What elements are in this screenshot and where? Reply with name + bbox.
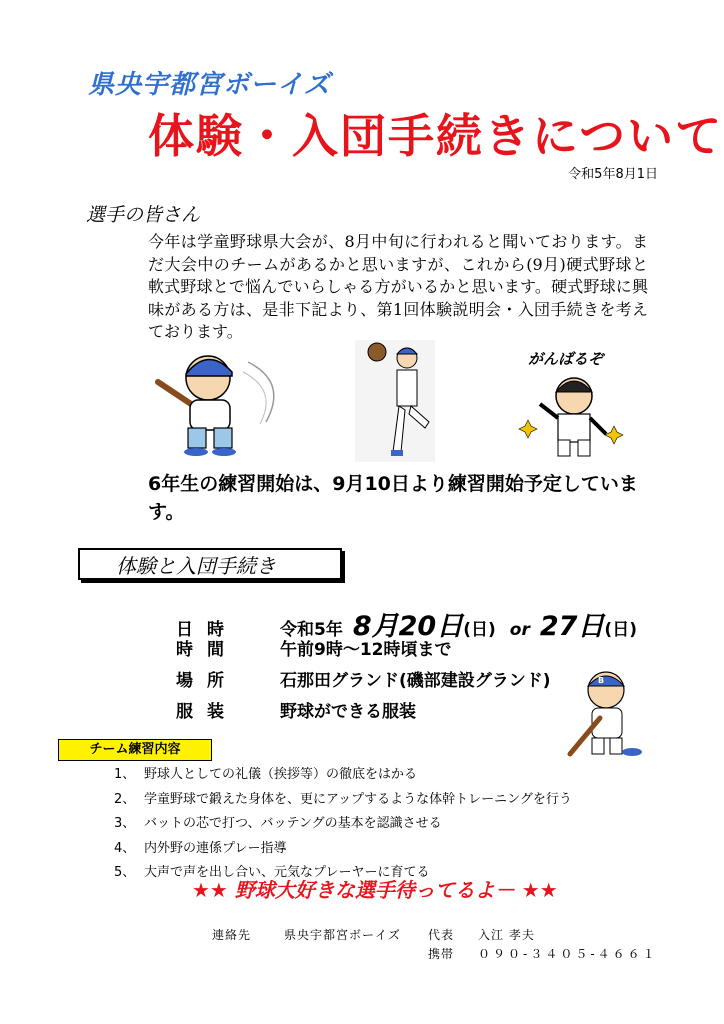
contact-rep-name: 入江 孝夫: [478, 928, 535, 942]
detail-row-date: [176, 604, 637, 642]
mascot-illustration: [566, 668, 650, 760]
list-item: 5、 大声で声を出し合い、元気なプレーヤーに育てる: [114, 865, 430, 880]
practice-label: チーム練習内容: [58, 739, 212, 761]
batter-illustration: [148, 342, 298, 457]
contact-rep-label: 代表: [428, 928, 455, 942]
slogan: ★★ 野球大好きな選手待ってるよ－ ★★: [192, 878, 558, 902]
or-word: or: [509, 620, 530, 640]
date-label: 日時: [176, 620, 238, 640]
pitcher-illustration: [355, 340, 435, 462]
place-value: 石那田グランド(磯部建設グランド): [280, 671, 551, 691]
place-label: 場所: [176, 671, 238, 691]
issue-date: 令和5年8月1日: [568, 167, 658, 182]
dow-first: (日): [463, 620, 496, 640]
cheering-player-illustration: [510, 342, 640, 462]
intro-paragraph: 今年は学童野球県大会が、8月中旬に行われると聞いております。まだ大会中のチームがあるかと思いますが、これから(9月)硬式野球と軟式野球とで悩んでいらしゃる方がいるかと思います。硬式野球に興味がある方は、是非下記より、第1回体験説明会・入団手続きを考えております。: [148, 232, 648, 341]
date-first: 8月20日: [352, 611, 464, 642]
date-era: 令和5年: [280, 620, 343, 640]
practice-list: [114, 763, 572, 886]
attire-label: 服装: [176, 702, 238, 722]
contact-phone-label: 携帯: [428, 947, 455, 961]
greeting: 選手の皆さん: [86, 204, 201, 226]
contact-team: 県央宇都宮ボーイズ: [284, 928, 401, 942]
svg-text:B: B: [598, 676, 605, 685]
attire-value: 野球ができる服装: [280, 702, 416, 722]
list-item: 1、 野球人としての礼儀（挨拶等）の徹底をはかる: [114, 767, 418, 782]
list-item: 3、 バットの芯で打つ、バッテングの基本を認識させる: [114, 816, 442, 831]
contact-phone: ０９０-３４０５-４６６１: [478, 947, 658, 961]
dow-second: (日): [604, 620, 637, 640]
list-item: 2、 学童野球で鍛えた身体を、更にアップするような体幹トレーニングを行う: [114, 791, 572, 807]
list-item: 4、 内外野の連係プレー指導: [114, 840, 287, 856]
speech-text: がんばるぞ: [528, 350, 604, 368]
page-title: 体験・入団手続きについて: [148, 109, 724, 163]
date-second: 27日: [539, 611, 605, 642]
section-heading: 体験と入団手続き: [78, 548, 342, 580]
contact-label: 連絡先: [212, 928, 252, 942]
team-name: 県央宇都宮ボーイズ: [88, 70, 331, 100]
time-value: 午前9時～12時頃まで: [280, 640, 452, 660]
practice-start-notice: 6年生の練習開始は、9月10日より練習開始予定しています。: [148, 473, 638, 523]
time-label: 時間: [176, 640, 238, 660]
